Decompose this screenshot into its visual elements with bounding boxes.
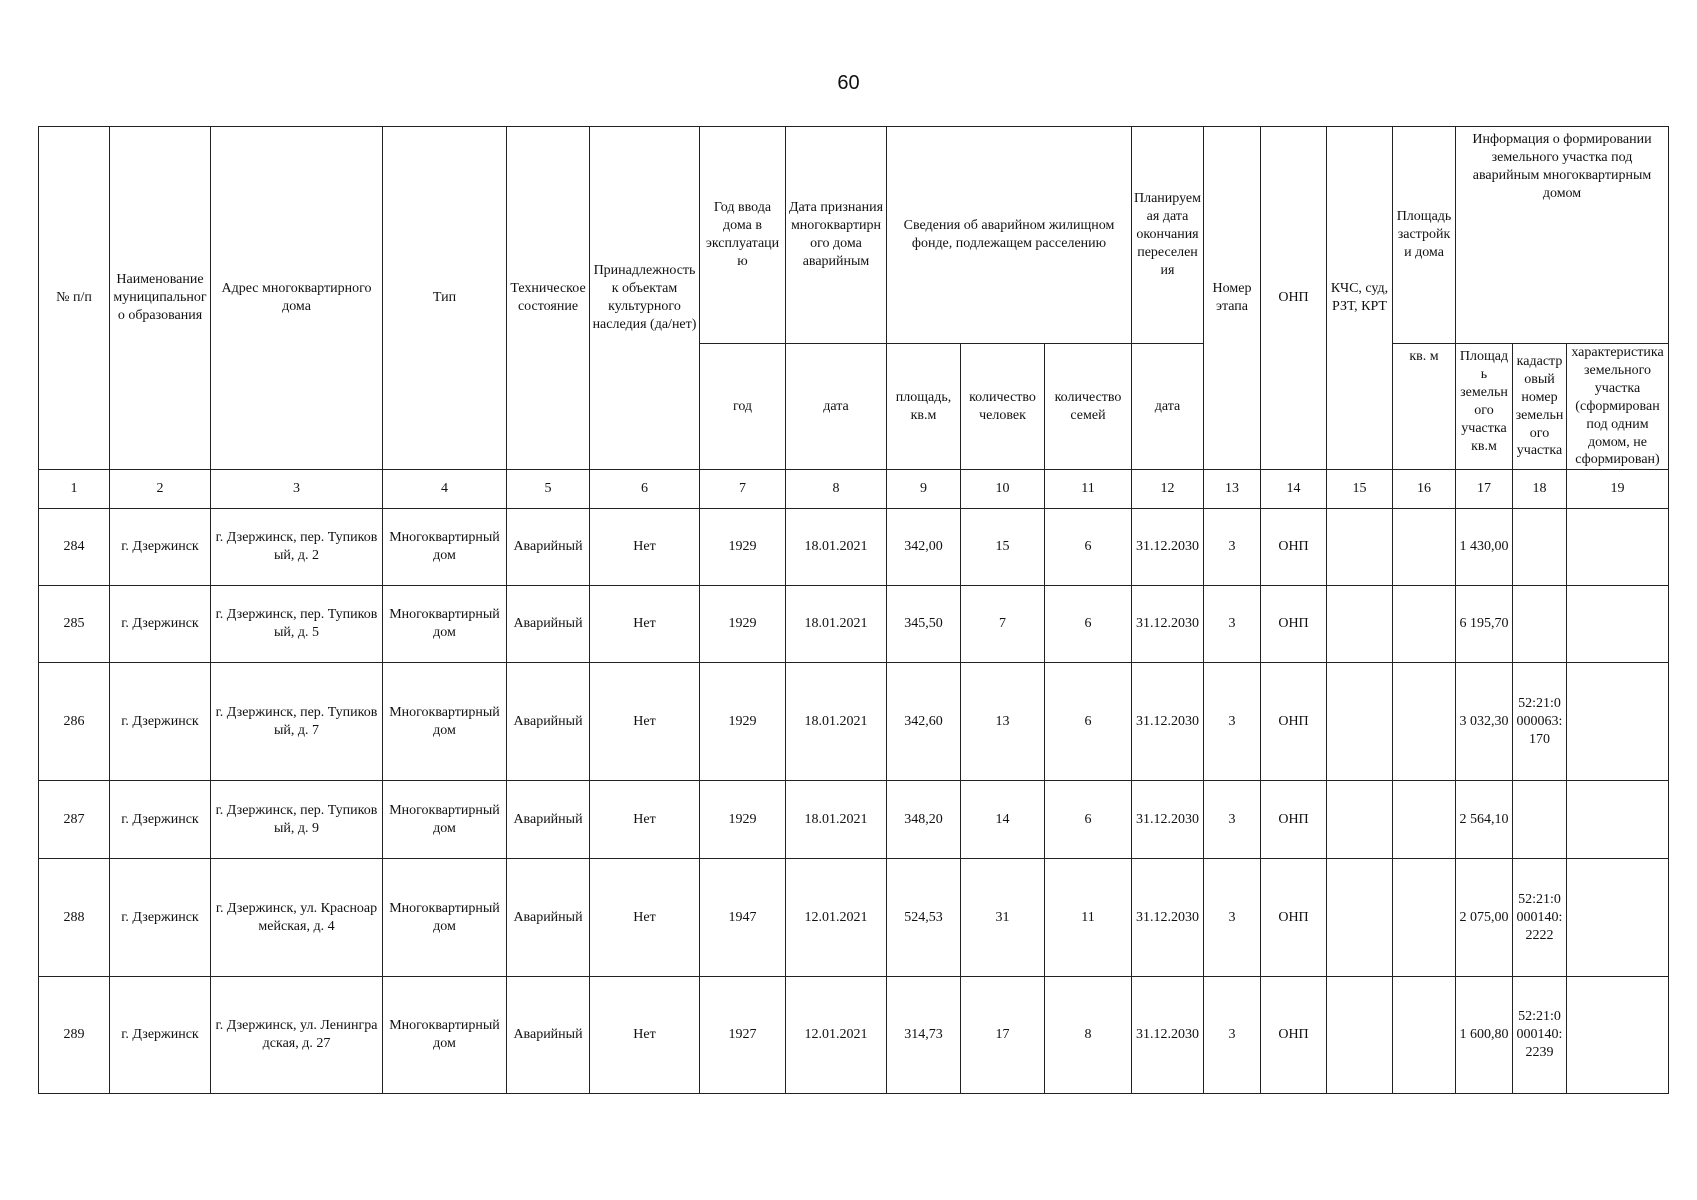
- col-number: 4: [383, 470, 507, 509]
- header-address: Адрес многоквартирного дома: [211, 127, 383, 470]
- cell-end-date: 31.12.2030: [1132, 977, 1204, 1094]
- cell-area: 348,20: [887, 781, 961, 859]
- cell-end-date: 31.12.2030: [1132, 509, 1204, 586]
- header-planned-end: Планируемая дата окончания переселения: [1132, 127, 1204, 344]
- cell-address: г. Дзержинск, пер. Тупиковый, д. 2: [211, 509, 383, 586]
- cell-build-area: [1393, 663, 1456, 781]
- col-number: 18: [1513, 470, 1567, 509]
- cell-heritage: Нет: [590, 586, 700, 663]
- cell-kchs: [1327, 509, 1393, 586]
- cell-build-area: [1393, 781, 1456, 859]
- cell-people: 17: [961, 977, 1045, 1094]
- cell-address: г. Дзержинск, ул. Красноармейская, д. 4: [211, 859, 383, 977]
- cell-type: Многоквартирный дом: [383, 977, 507, 1094]
- cell-heritage: Нет: [590, 781, 700, 859]
- subheader-year: год: [700, 344, 786, 470]
- cell-build-area: [1393, 859, 1456, 977]
- cell-date: 12.01.2021: [786, 977, 887, 1094]
- cell-cadastral: 52:21:0000063:170: [1513, 663, 1567, 781]
- col-number: 5: [507, 470, 590, 509]
- cell-state: Аварийный: [507, 781, 590, 859]
- header-heritage: Принадлежность к объектам культурного наследия (да/нет): [590, 127, 700, 470]
- cell-stage: 3: [1204, 859, 1261, 977]
- cell-municipality: г. Дзержинск: [110, 663, 211, 781]
- header-year-built: Год ввода дома в эксплуатацию: [700, 127, 786, 344]
- cell-num: 289: [39, 977, 110, 1094]
- table-row: [39, 663, 1669, 781]
- cell-people: 14: [961, 781, 1045, 859]
- cell-land-area: 2 564,10: [1456, 781, 1513, 859]
- cell-state: Аварийный: [507, 977, 590, 1094]
- cell-municipality: г. Дзержинск: [110, 509, 211, 586]
- cell-onp: ОНП: [1261, 663, 1327, 781]
- cell-municipality: г. Дзержинск: [110, 586, 211, 663]
- cell-heritage: Нет: [590, 977, 700, 1094]
- cell-people: 31: [961, 859, 1045, 977]
- cell-people: 15: [961, 509, 1045, 586]
- cell-state: Аварийный: [507, 586, 590, 663]
- cell-address: г. Дзержинск, ул. Ленинградская, д. 27: [211, 977, 383, 1094]
- cell-municipality: г. Дзержинск: [110, 977, 211, 1094]
- cell-num: 287: [39, 781, 110, 859]
- header-land-info: Информация о формировании земельного участка под аварийным многоквартирным домом: [1456, 127, 1669, 344]
- header-date-emergency: Дата признания многоквартирного дома аварийным: [786, 127, 887, 344]
- cell-build-area: [1393, 509, 1456, 586]
- cell-date: 18.01.2021: [786, 509, 887, 586]
- cell-type: Многоквартирный дом: [383, 663, 507, 781]
- cell-state: Аварийный: [507, 509, 590, 586]
- col-number: 7: [700, 470, 786, 509]
- header-tech-state: Техническое состояние: [507, 127, 590, 470]
- cell-kchs: [1327, 977, 1393, 1094]
- cell-land-char: [1567, 663, 1669, 781]
- cell-onp: ОНП: [1261, 586, 1327, 663]
- cell-area: 342,60: [887, 663, 961, 781]
- cell-year: 1929: [700, 586, 786, 663]
- table-row: [39, 977, 1669, 1094]
- table-row: [39, 781, 1669, 859]
- col-number: 3: [211, 470, 383, 509]
- header-type: Тип: [383, 127, 507, 470]
- cell-build-area: [1393, 586, 1456, 663]
- col-number: 6: [590, 470, 700, 509]
- subheader-land-char: характеристика земельного участка (сформирован под одним домом, не сформирован): [1567, 344, 1669, 470]
- col-number: 12: [1132, 470, 1204, 509]
- cell-type: Многоквартирный дом: [383, 859, 507, 977]
- cell-num: 285: [39, 586, 110, 663]
- cell-cadastral: [1513, 586, 1567, 663]
- cell-land-char: [1567, 586, 1669, 663]
- header-municipality: Наименование муниципального образования: [110, 127, 211, 470]
- cell-area: 314,73: [887, 977, 961, 1094]
- col-number: 1: [39, 470, 110, 509]
- cell-type: Многоквартирный дом: [383, 781, 507, 859]
- cell-families: 6: [1045, 663, 1132, 781]
- cell-land-area: 2 075,00: [1456, 859, 1513, 977]
- cell-kchs: [1327, 586, 1393, 663]
- cell-municipality: г. Дзержинск: [110, 859, 211, 977]
- header-num: № п/п: [39, 127, 110, 470]
- cell-address: г. Дзержинск, пер. Тупиковый, д. 9: [211, 781, 383, 859]
- cell-year: 1927: [700, 977, 786, 1094]
- cell-municipality: г. Дзержинск: [110, 781, 211, 859]
- subheader-cadastral: кадастровый номер земельного участка: [1513, 344, 1567, 470]
- cell-state: Аварийный: [507, 663, 590, 781]
- cell-families: 6: [1045, 509, 1132, 586]
- subheader-date2: дата: [1132, 344, 1204, 470]
- cell-cadastral: 52:21:0000140:2222: [1513, 859, 1567, 977]
- cell-kchs: [1327, 859, 1393, 977]
- cell-cadastral: [1513, 509, 1567, 586]
- cell-area: 342,00: [887, 509, 961, 586]
- cell-onp: ОНП: [1261, 509, 1327, 586]
- cell-land-area: 3 032,30: [1456, 663, 1513, 781]
- cell-families: 11: [1045, 859, 1132, 977]
- cell-onp: ОНП: [1261, 977, 1327, 1094]
- cell-address: г. Дзержинск, пер. Тупиковый, д. 7: [211, 663, 383, 781]
- cell-land-area: 1 430,00: [1456, 509, 1513, 586]
- col-number: 13: [1204, 470, 1261, 509]
- subheader-families: количество семей: [1045, 344, 1132, 470]
- cell-year: 1929: [700, 509, 786, 586]
- subheader-area: площадь, кв.м: [887, 344, 961, 470]
- cell-land-char: [1567, 859, 1669, 977]
- cell-stage: 3: [1204, 977, 1261, 1094]
- cell-build-area: [1393, 977, 1456, 1094]
- header-building-area: Площадь застройки дома: [1393, 127, 1456, 344]
- cell-num: 288: [39, 859, 110, 977]
- subheader-people: количество человек: [961, 344, 1045, 470]
- emergency-housing-table: [38, 126, 1669, 1094]
- cell-land-area: 6 195,70: [1456, 586, 1513, 663]
- header-onp: ОНП: [1261, 127, 1327, 470]
- cell-type: Многоквартирный дом: [383, 509, 507, 586]
- col-number: 9: [887, 470, 961, 509]
- col-number: 8: [786, 470, 887, 509]
- col-number: 14: [1261, 470, 1327, 509]
- cell-cadastral: [1513, 781, 1567, 859]
- cell-onp: ОНП: [1261, 781, 1327, 859]
- header-info-resettlement: Сведения об аварийном жилищном фонде, подлежащем расселению: [887, 127, 1132, 344]
- subheader-land-area: [1456, 344, 1513, 470]
- cell-people: 13: [961, 663, 1045, 781]
- cell-area: 345,50: [887, 586, 961, 663]
- subheader-sqm: кв. м: [1393, 344, 1456, 470]
- cell-stage: 3: [1204, 663, 1261, 781]
- cell-stage: 3: [1204, 509, 1261, 586]
- table-row: [39, 859, 1669, 977]
- col-number: 19: [1567, 470, 1669, 509]
- cell-end-date: 31.12.2030: [1132, 781, 1204, 859]
- table-row: [39, 586, 1669, 663]
- cell-kchs: [1327, 781, 1393, 859]
- cell-families: 8: [1045, 977, 1132, 1094]
- col-number: 16: [1393, 470, 1456, 509]
- cell-land-char: [1567, 509, 1669, 586]
- cell-stage: 3: [1204, 586, 1261, 663]
- cell-kchs: [1327, 663, 1393, 781]
- col-number: 11: [1045, 470, 1132, 509]
- cell-families: 6: [1045, 781, 1132, 859]
- cell-land-char: [1567, 977, 1669, 1094]
- cell-end-date: 31.12.2030: [1132, 663, 1204, 781]
- cell-type: Многоквартирный дом: [383, 586, 507, 663]
- header-kchs: КЧС, суд, РЗТ, КРТ: [1327, 127, 1393, 470]
- col-number: 15: [1327, 470, 1393, 509]
- header-stage-num: Номер этапа: [1204, 127, 1261, 470]
- cell-date: 18.01.2021: [786, 663, 887, 781]
- cell-year: 1929: [700, 781, 786, 859]
- subheader-date: дата: [786, 344, 887, 470]
- cell-end-date: 31.12.2030: [1132, 586, 1204, 663]
- col-number: 2: [110, 470, 211, 509]
- cell-address: г. Дзержинск, пер. Тупиковый, д. 5: [211, 586, 383, 663]
- cell-date: 18.01.2021: [786, 781, 887, 859]
- col-number: 17: [1456, 470, 1513, 509]
- col-number: 10: [961, 470, 1045, 509]
- cell-year: 1929: [700, 663, 786, 781]
- land-area-unit: кв.м: [1471, 438, 1497, 454]
- cell-date: 12.01.2021: [786, 859, 887, 977]
- cell-date: 18.01.2021: [786, 586, 887, 663]
- land-area-label: Площадь земельного участка: [1459, 349, 1509, 436]
- cell-area: 524,53: [887, 859, 961, 977]
- cell-num: 286: [39, 663, 110, 781]
- cell-land-area: 1 600,80: [1456, 977, 1513, 1094]
- cell-heritage: Нет: [590, 509, 700, 586]
- cell-onp: ОНП: [1261, 859, 1327, 977]
- table-row: [39, 509, 1669, 586]
- cell-people: 7: [961, 586, 1045, 663]
- cell-cadastral: 52:21:0000140:2239: [1513, 977, 1567, 1094]
- cell-families: 6: [1045, 586, 1132, 663]
- cell-year: 1947: [700, 859, 786, 977]
- cell-state: Аварийный: [507, 859, 590, 977]
- page-number: 60: [837, 72, 860, 94]
- cell-num: 284: [39, 509, 110, 586]
- cell-heritage: Нет: [590, 859, 700, 977]
- cell-stage: 3: [1204, 781, 1261, 859]
- cell-heritage: Нет: [590, 663, 700, 781]
- cell-land-char: [1567, 781, 1669, 859]
- cell-end-date: 31.12.2030: [1132, 859, 1204, 977]
